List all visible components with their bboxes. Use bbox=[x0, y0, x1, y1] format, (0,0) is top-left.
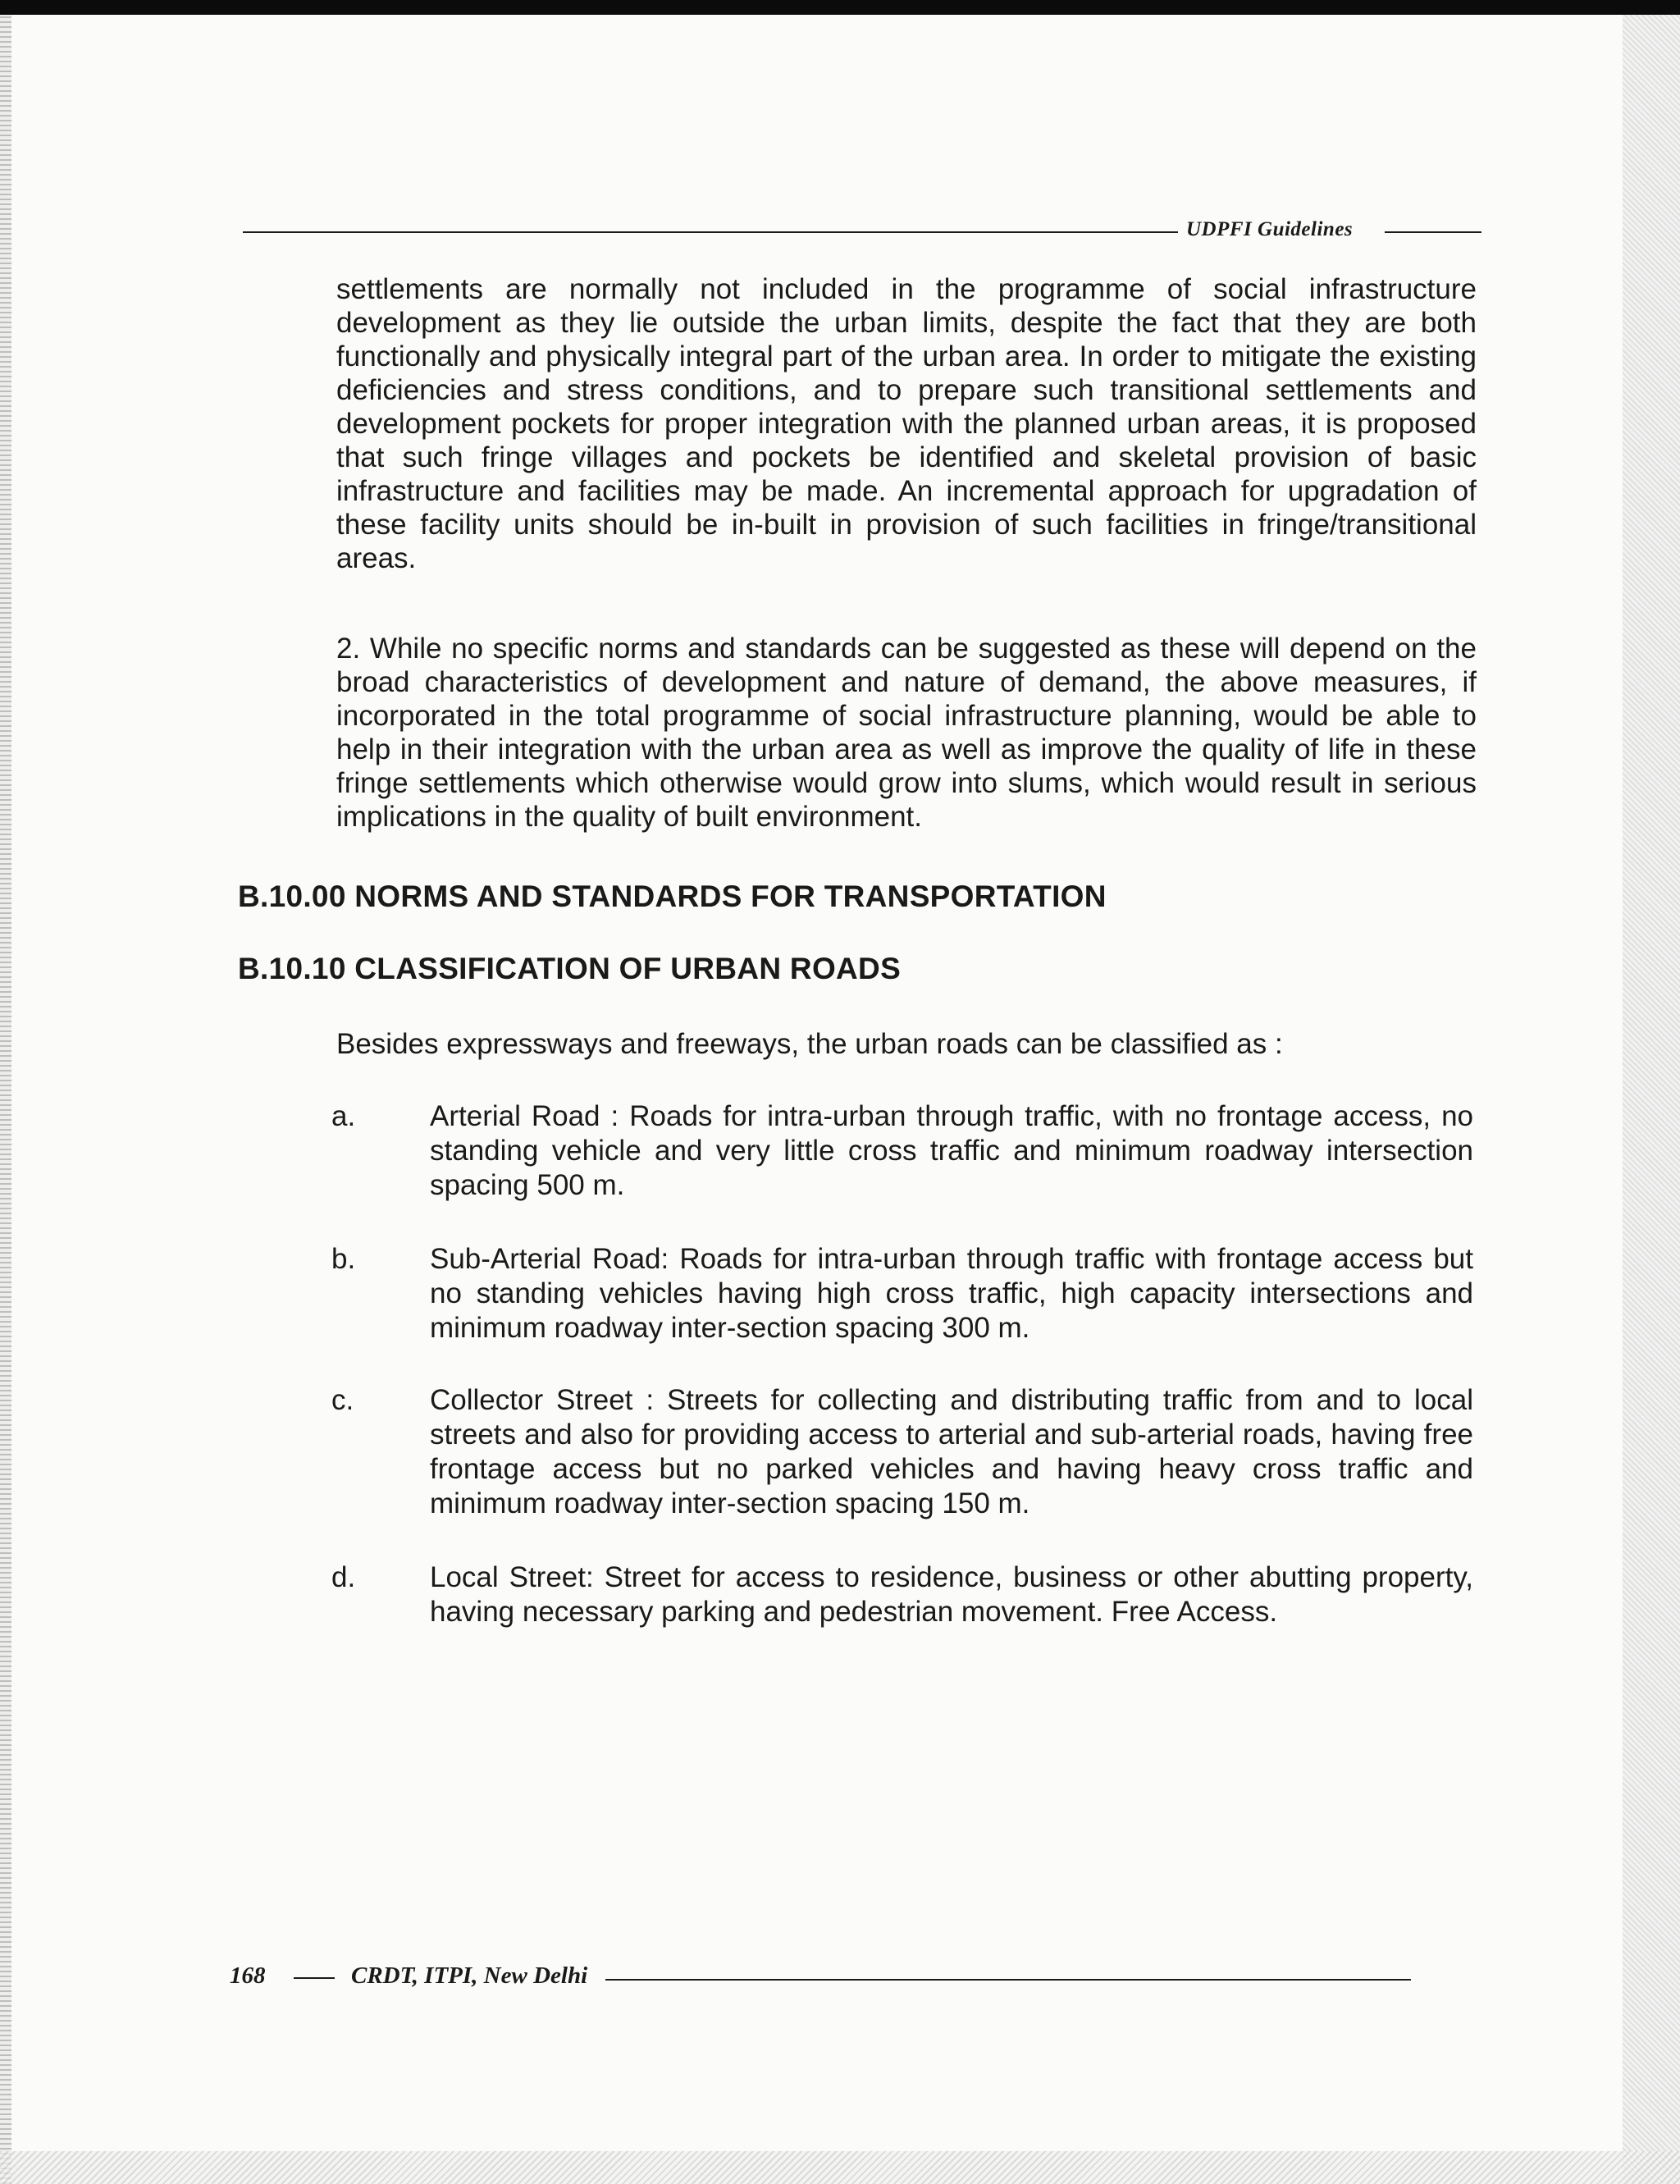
list-marker: d. bbox=[331, 1561, 356, 1593]
scan-border-left bbox=[0, 15, 11, 2184]
scan-border-right bbox=[1623, 15, 1680, 2184]
section-heading: B.10.00 NORMS AND STANDARDS FOR TRANSPORTATION bbox=[238, 880, 1107, 913]
list-marker: b. bbox=[331, 1243, 356, 1275]
subsection-heading: B.10.10 CLASSIFICATION OF URBAN ROADS bbox=[238, 952, 902, 985]
paragraph-text: settlements are normally not included in the programme of social infrastructure development as they lie outside the urban limits, despite the fact that they are both functionally and physically integral part of the urban area. In order to mitigate the existing deficiencies and stress conditions, and to prepare such transitional settlements and development pockets for proper integration with the planned urban areas, it is proposed that such fringe villages and pockets be identified and skeletal provision of basic infrastructure and facilities may be made. An incremental approach for upgradation of these facility units should be in-built in provision of such facilities in fringe/transitional areas. bbox=[336, 273, 1477, 574]
scan-border-bottom bbox=[0, 2151, 1680, 2184]
list-marker: a. bbox=[331, 1100, 356, 1132]
header-rule bbox=[243, 231, 1178, 233]
scan-border-top bbox=[0, 0, 1680, 15]
list-item-text: Collector Street : Streets for collecting and distributing traffic from and to local streets and also for providing access to arterial and sub-arterial roads, having free frontage access but no parked vehicles and having heavy cross traffic and minimum roadway inter-section spacing 150 m. bbox=[430, 1384, 1473, 1519]
list-item-text: Sub-Arterial Road: Roads for intra-urban through traffic with frontage access but no standing vehicles having high cross traffic, high capacity intersections and minimum roadway inter-section spacing 300 m. bbox=[430, 1243, 1473, 1344]
running-footer bbox=[230, 1961, 1411, 1997]
footer-rule bbox=[605, 1979, 1411, 1981]
publisher-credit: CRDT, ITPI, New Delhi bbox=[351, 1962, 588, 1989]
paragraph-text: 2. While no specific norms and standards can be suggested as these will depend on the broad characteristics of development and nature of demand, the above measures, if incorporated in the total programme of social infrastructure planning, would be able to help in their integration with the urban area as well as improve the quality of life in these fringe settlements which otherwise would grow into slums, which would result in serious implications in the quality of built environment. bbox=[336, 633, 1477, 833]
list-item-text: Arterial Road : Roads for intra-urban through traffic, with no frontage access, no standing vehicle and very little cross traffic and minimum roadway intersection spacing 500 m. bbox=[430, 1100, 1473, 1201]
running-header bbox=[243, 215, 1481, 248]
body-paragraph bbox=[336, 632, 1477, 834]
list-marker: c. bbox=[331, 1384, 354, 1416]
list-lead-in: Besides expressways and freeways, the urban roads can be classified as : bbox=[336, 1028, 1283, 1060]
body-paragraph bbox=[336, 272, 1477, 575]
list-item-text: Local Street: Street for access to residence, business or other abutting property, having necessary parking and pedestrian movement. Free Access. bbox=[430, 1561, 1473, 1628]
page-number: 168 bbox=[230, 1962, 266, 1989]
running-title: UDPFI Guidelines bbox=[1186, 218, 1354, 240]
footer-dash bbox=[294, 1977, 335, 1979]
header-rule-tail bbox=[1385, 231, 1481, 233]
